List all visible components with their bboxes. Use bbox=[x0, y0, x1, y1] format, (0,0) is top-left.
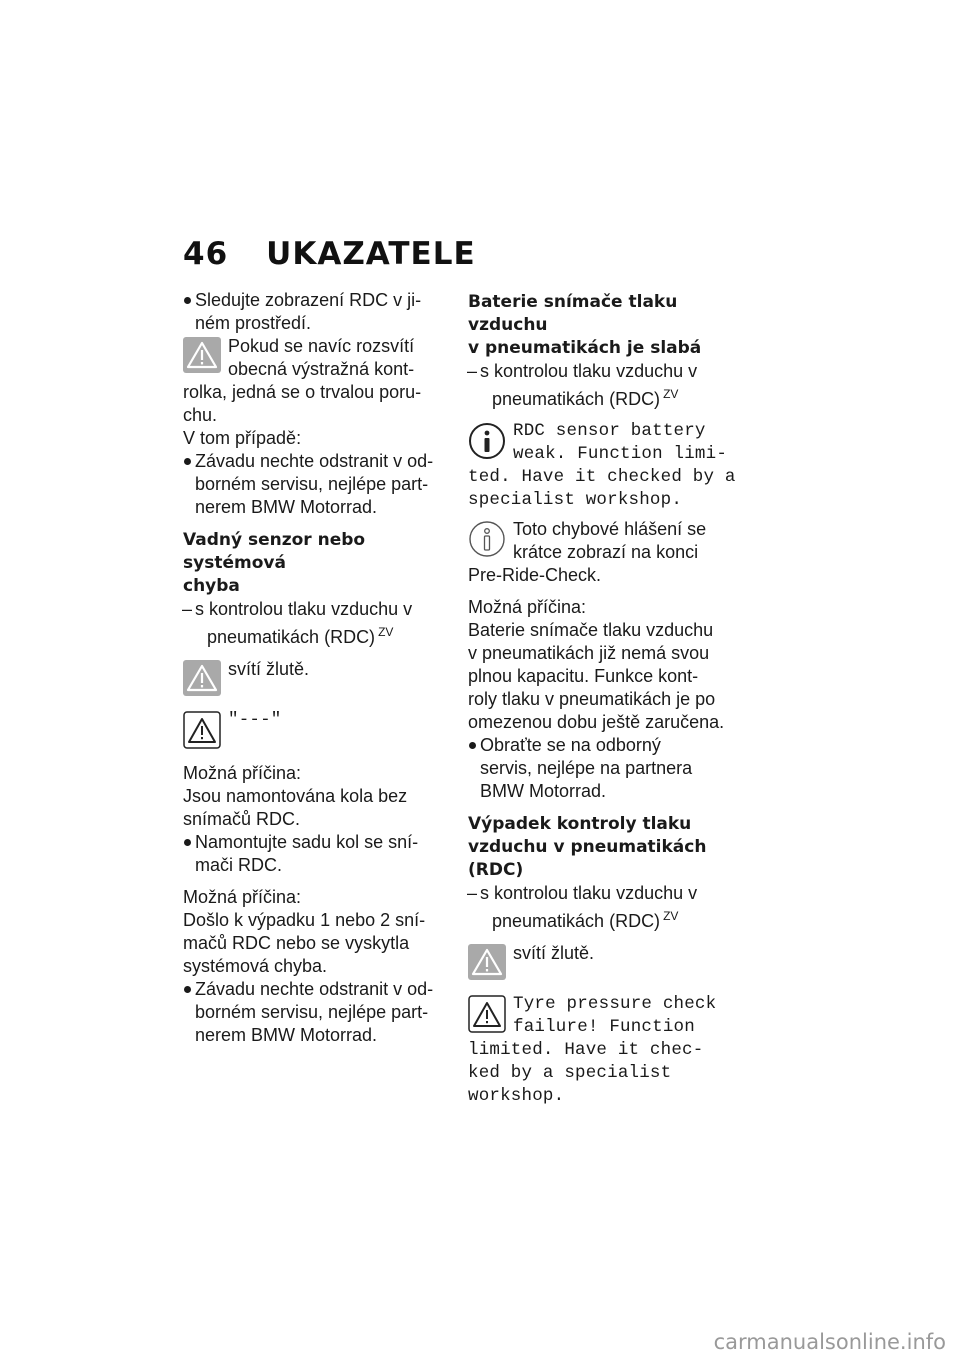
warning-filled-icon bbox=[183, 660, 221, 696]
bullet-item: Sledujte zobrazení RDC v ji- ném prostředí. bbox=[183, 289, 458, 335]
page-number: 46 bbox=[183, 236, 229, 272]
warning-outline-icon bbox=[183, 711, 221, 749]
display-note: "---" bbox=[183, 709, 458, 753]
bullet-item: Obraťte se na odborný servis, nejlépe na partnera BMW Motorrad. bbox=[468, 734, 740, 803]
dash-item: – s kontrolou tlaku vzduchu v bbox=[183, 598, 458, 621]
page-title: UKAZATELE bbox=[266, 236, 476, 272]
info-filled-icon bbox=[468, 422, 506, 460]
warning-message: Tyre pressure check failure! Function bbox=[468, 993, 740, 1039]
section-heading: Výpadek kontroly tlaku vzduchu v pneumatikách (RDC) bbox=[468, 814, 707, 880]
indicator-note: svítí žlutě. bbox=[183, 658, 458, 700]
warning-note: Pokud se navíc rozsvítí obecná výstražná kont- bbox=[183, 335, 458, 381]
info-message: RDC sensor battery weak. Function limi- bbox=[468, 420, 740, 466]
indicator-note: svítí žlutě. bbox=[468, 942, 740, 984]
warning-filled-icon bbox=[468, 944, 506, 980]
dash-item: – s kontrolou tlaku vzduchu v bbox=[468, 360, 740, 383]
left-column: Sledujte zobrazení RDC v ji- ném prostředí. Pokud se navíc rozsvítí obecná výstražná kont- rolka, jedná se o trvalou poru- chu. V tom případě: Závadu nechte odstranit v od- borném servisu, nejlépe part- nerem BMW Motorrad. Vadný senzor nebo systémová chyba – s kontrolou tlaku vzduchu v pneumatikách (RDC) $^{ZV}$ svítí žlutě. "---" Možná příčina: Jsou namontována kola bez snímačů RDC. Namontujte sadu kol se sní- mači RDC. Možná příčina: Došlo k výpadku 1 nebo 2 sní- mačů RDC nebo se vyskytla systémová chyba. Závadu nechte odstranit v od- borném servisu, nejlépe part- nerem BMW Motorrad. bbox=[183, 289, 458, 1047]
right-column: Baterie snímače tlaku vzduchu v pneumatikách je slabá – s kontrolou tlaku vzduchu v pneumatikách (RDC) $^{ZV}$ RDC sensor battery weak. Function limi- ted. Have it checked by a specialist workshop. Toto chybové hlášení se krátce zobrazí na konci Pre-Ride-Check. Možná příčina: Baterie snímače tlaku vzduchu v pneumatikách již nemá svou plnou kapacitu. Funkce kont- roly tlaku v pneumatikách je po omezenou dobu ještě zaručena. Obraťte se na odborný servis, nejlépe na partnera BMW Motorrad. Výpadek kontroly tlaku vzduchu v pneumatikách (RDC) – s kontrolou tlaku vzduchu v pneumatikách (RDC) $^{ZV}$ svítí žlutě. Tyre pressure check failure! Function limited. Have it chec- ked by a specialist workshop. bbox=[468, 289, 740, 1108]
watermark-link[interactable]: carmanualsonline.info bbox=[713, 1330, 946, 1354]
bullet-item: Namontujte sadu kol se sní- mači RDC. bbox=[183, 831, 458, 877]
warning-outline-icon bbox=[468, 995, 506, 1033]
bullet-item: Závadu nechte odstranit v od- borném servisu, nejlépe part- nerem BMW Motorrad. bbox=[183, 978, 458, 1047]
page-header bbox=[183, 236, 476, 272]
warning-triangle-icon bbox=[183, 337, 221, 373]
dash-item: – s kontrolou tlaku vzduchu v bbox=[468, 882, 740, 905]
info-note: Toto chybové hlášení se krátce zobrazí na konci bbox=[468, 518, 740, 564]
info-outline-icon bbox=[468, 520, 506, 558]
bullet-item: Závadu nechte odstranit v od- borném servisu, nejlépe part- nerem BMW Motorrad. bbox=[183, 450, 458, 519]
section-heading: Baterie snímače tlaku vzduchu v pneumatikách je slabá bbox=[468, 292, 702, 358]
section-heading: Vadný senzor nebo systémová chyba bbox=[183, 530, 366, 596]
